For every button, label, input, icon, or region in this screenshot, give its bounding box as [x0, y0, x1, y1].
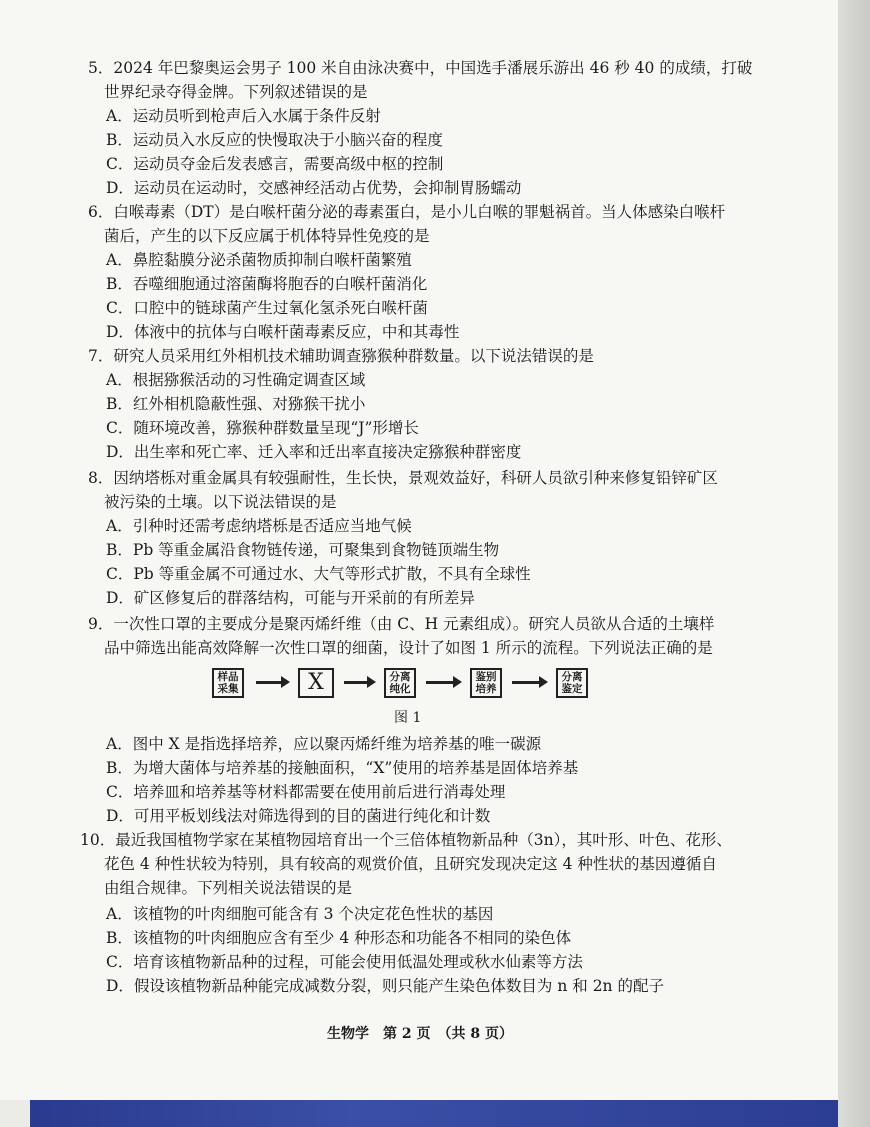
flow-box-x — [298, 668, 334, 698]
question-6-option-a: A．鼻腔黏膜分泌杀菌物质抑制白喉杆菌繁殖 — [106, 251, 412, 269]
question-8-option-a: A．引种时还需考虑纳塔栎是否适应当地气候 — [106, 517, 412, 535]
question-7-option-b: B．红外相机隐蔽性强、对猕猴干扰小 — [106, 395, 366, 413]
flow-box-isolation-purification — [384, 668, 416, 698]
question-8-option-c: C．Pb 等重金属不可通过水、大气等形式扩散，不具有全球性 — [106, 565, 531, 583]
question-5-stem-line-2: 世界纪录夺得金牌。下列叙述错误的是 — [104, 83, 368, 101]
question-10-stem-line-2: 花色 4 种性状较为特别，具有较高的观赏价值，且研究发现决定这 4 种性状的基因遵循自 — [104, 855, 717, 873]
flow-box-3-top: 分离 — [389, 671, 411, 683]
flow-arrow — [256, 681, 284, 684]
flow-box-1-top: 样品 — [217, 671, 239, 683]
question-10-stem-line-3: 由组合规律。下列相关说法错误的是 — [104, 879, 353, 897]
question-8-option-d: D．矿区修复后的群落结构，可能与开采前的有所差异 — [106, 589, 475, 607]
question-7-option-d: D．出生率和死亡率、迁入率和迁出率直接决定猕猴种群密度 — [106, 443, 522, 461]
question-6-option-b: B．吞噬细胞通过溶菌酶将胞吞的白喉杆菌消化 — [106, 275, 428, 293]
flow-arrow — [344, 681, 370, 684]
question-5-option-d: D．运动员在运动时，交感神经活动占优势，会抑制胃肠蠕动 — [106, 179, 522, 197]
question-9-option-c: C．培养皿和培养基等材料都需要在使用前后进行消毒处理 — [106, 783, 506, 801]
figure-caption: 图 1 — [394, 710, 422, 726]
question-10-option-b: B．该植物的叶肉细胞应含有至少 4 种形态和功能各不相同的染色体 — [106, 929, 572, 947]
question-6-stem-line-1: 6．白喉毒素（DT）是白喉杆菌分泌的毒素蛋白，是小儿白喉的罪魁祸首。当人体感染白喉杆 — [88, 203, 726, 221]
page-footer: 生物学 第 2 页 （共 8 页） — [327, 1026, 513, 1042]
question-9-option-d: D．可用平板划线法对筛选得到的目的菌进行纯化和计数 — [106, 807, 491, 825]
question-7-option-c: C．随环境改善，猕猴种群数量呈现“J”形增长 — [106, 419, 419, 437]
flow-box-1-bottom: 采集 — [217, 683, 239, 695]
question-9-stem-line-1: 9．一次性口罩的主要成分是聚丙烯纤维（由 C、H 元素组成）。研究人员欲从合适的土壤样 — [88, 615, 715, 633]
question-6-option-d: D．体液中的抗体与白喉杆菌毒素反应，中和其毒性 — [106, 323, 460, 341]
question-6-option-c: C．口腔中的链球菌产生过氧化氢杀死白喉杆菌 — [106, 299, 428, 317]
question-5-option-a: A．运动员听到枪声后入水属于条件反射 — [106, 107, 381, 125]
question-7-stem-line-1: 7．研究人员采用红外相机技术辅助调查猕猴种群数量。以下说法错误的是 — [88, 347, 594, 365]
flow-box-4-bottom: 培养 — [475, 683, 497, 695]
flow-arrow — [426, 681, 456, 684]
question-8-option-b: B．Pb 等重金属沿食物链传递，可聚集到食物链顶端生物 — [106, 541, 500, 559]
page-edge — [838, 0, 870, 1127]
flow-box-4-top: 鉴别 — [475, 671, 497, 683]
flow-box-2-label: X — [308, 670, 324, 695]
question-10-option-d: D．假设该植物新品种能完成减数分裂，则只能产生染色体数目为 n 和 2n 的配子 — [106, 977, 664, 995]
question-9-option-b: B．为增大菌体与培养基的接触面积，“X”使用的培养基是固体培养基 — [106, 759, 579, 777]
question-9-option-a: A．图中 X 是指选择培养，应以聚丙烯纤维为培养基的唯一碳源 — [106, 735, 542, 753]
question-5-stem-line-1: 5．2024 年巴黎奥运会男子 100 米自由泳决赛中，中国选手潘展乐游出 46 秒 40 的成绩，打破 — [88, 59, 753, 77]
flow-box-sample-collection — [212, 668, 244, 698]
flow-box-identification-culture — [470, 668, 502, 698]
desk-background — [30, 1100, 838, 1127]
flow-box-5-bottom: 鉴定 — [561, 683, 583, 695]
flow-box-3-bottom: 纯化 — [389, 683, 411, 695]
question-10-stem-line-1: 10．最近我国植物学家在某植物园培育出一个三倍体植物新品种（3n），其叶形、叶色、花形、 — [80, 831, 732, 849]
question-6-stem-line-2: 菌后，产生的以下反应属于机体特异性免疫的是 — [104, 227, 430, 245]
question-8-stem-line-2: 被污染的土壤。以下说法错误的是 — [104, 493, 337, 511]
question-10-option-c: C．培育该植物新品种的过程，可能会使用低温处理或秋水仙素等方法 — [106, 953, 583, 971]
question-8-stem-line-1: 8．因纳塔栎对重金属具有较强耐性，生长快，景观效益好，科研人员欲引种来修复铅锌矿区 — [88, 469, 718, 487]
question-7-option-a: A．根据猕猴活动的习性确定调查区域 — [106, 371, 366, 389]
question-9-stem-line-2: 品中筛选出能高效降解一次性口罩的细菌，设计了如图 1 所示的流程。下列说法正确的是 — [104, 639, 713, 657]
flowchart-figure-1 — [212, 666, 612, 702]
question-5-option-c: C．运动员夺金后发表感言，需要高级中枢的控制 — [106, 155, 444, 173]
flow-box-isolation-identification — [556, 668, 588, 698]
question-5-option-b: B．运动员入水反应的快慢取决于小脑兴奋的程度 — [106, 131, 443, 149]
flow-arrow — [512, 681, 542, 684]
flow-box-5-top: 分离 — [561, 671, 583, 683]
question-10-option-a: A．该植物的叶肉细胞可能含有 3 个决定花色性状的基因 — [106, 905, 494, 923]
